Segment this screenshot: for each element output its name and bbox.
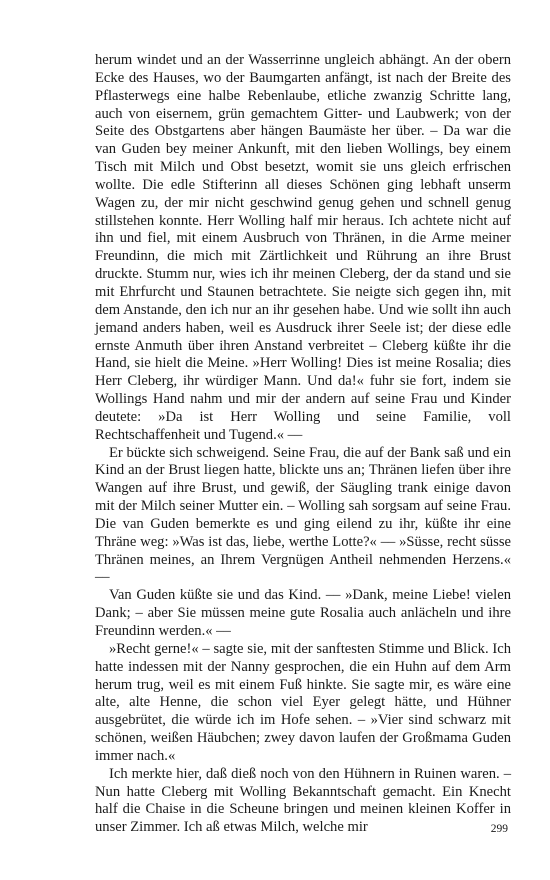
paragraph-3: Van Guden küßte sie und das Kind. –– »Dank, meine Liebe! vielen Dank; – aber Sie müssen meine gute Rosalia auch anlächeln und ihre Freundinn werden.« ––: [95, 587, 511, 639]
paragraph-4: »Recht gerne!« – sagte sie, mit der sanftesten Stimme und Blick. Ich hatte indessen mit der Nanny gesprochen, die ein Huhn auf dem Arm herum trug, weil es mit einem Fuß hinkte. Sie sagte mir, es wäre eine alte, alte Henne, die schon viel Eyer gelegt hätte, und Hühner ausgebrütet, die würde ich im Hofe sehen. – »Vier sind schwarz mit schönen, weißen Häubchen; zwey davon laufen der Großmama Guden immer nach.«: [95, 640, 511, 764]
page-number: 299: [490, 823, 508, 835]
body-text: [95, 52, 511, 837]
paragraph-2: Er bückte sich schweigend. Seine Frau, die auf der Bank saß und ein Kind an der Brust liegen hatte, blickte uns an; Thränen liefen über ihre Wangen auf ihre Brust, und gewiß, der Säugling trank einige davon mit der Milch seiner Mutter ein. – Wolling sah sorgsam auf seine Frau. Die van Guden bemerkte es und ging eilend zu ihr, küßte ihr eine Thräne weg: »Was ist das, liebe, werthe Lotte?« –– »Süsse, recht süsse Thränen meines, an Ihrem Vergnügen Antheil nehmenden Herzens.« ––: [95, 444, 511, 586]
paragraph-5: Ich merkte hier, daß dieß noch von den Hühnern in Ruinen waren. – Nun hatte Cleberg mit Wolling Bekanntschaft gemacht. Ein Knecht half die Chaise in die Scheune bringen und meinen kleinen Koffer in unser Zimmer. Ich aß etwas Milch, welche mir: [95, 765, 511, 836]
paragraph-continuation: herum windet und an der Wasserrinne ungleich abhängt. An der obern Ecke des Hauses, wo der Baumgarten anfängt, ist nach der Breite des Pflasterwegs eine halbe Rebenlaube, etliche zwanzig Schritte lang, auch von eisernem, grün gemachtem Gitter- und Laubwerk; von der Seite des Obstgartens aber hängen Baumäste her über. – Da war die van Guden bey meiner Ankunft, mit den lieben Wollings, bey einem Tisch mit Milch und Obst besetzt, womit sie uns gleich erfrischen wollte. Die edle Stifterinn all dieses Schönen ging lebhaft unserm Wagen zu, der mir nicht geschwind genug gehen und schnell genug stillstehen konnte. Herr Wolling half mir heraus. Ich achtete nicht auf ihn und fiel, mit einem Ausbruch von Thränen, in die Arme meiner Freundinn, die mich mit Zärtlichkeit und Rührung an ihre Brust druckte. Stumm nur, wies ich ihr meinen Cleberg, der da stand und sie mit Ehrfurcht und Staunen betrachtete. Sie neigte sich gegen ihn, mit dem Anstande, den ich nur an ihr gesehen habe. Und wie sollt ihn auch jemand anders haben, weil es Ausdruck ihrer Seele ist; der diese edle ernste Anmuth über ihren Anstand verbreitet – Cleberg küßte ihr die Hand, sie hielt die Meine. »Herr Wolling! Dies ist meine Rosalia; dies Herr Cleberg, ihr würdiger Mann. Und da!« fuhr sie fort, indem sie Wollings Hand nahm und mir der andern auf seine Frau und Kinder deutete: »Da ist Herr Wolling und seine Familie, voll Rechtschaffenheit und Tugend.« ––: [95, 52, 511, 443]
